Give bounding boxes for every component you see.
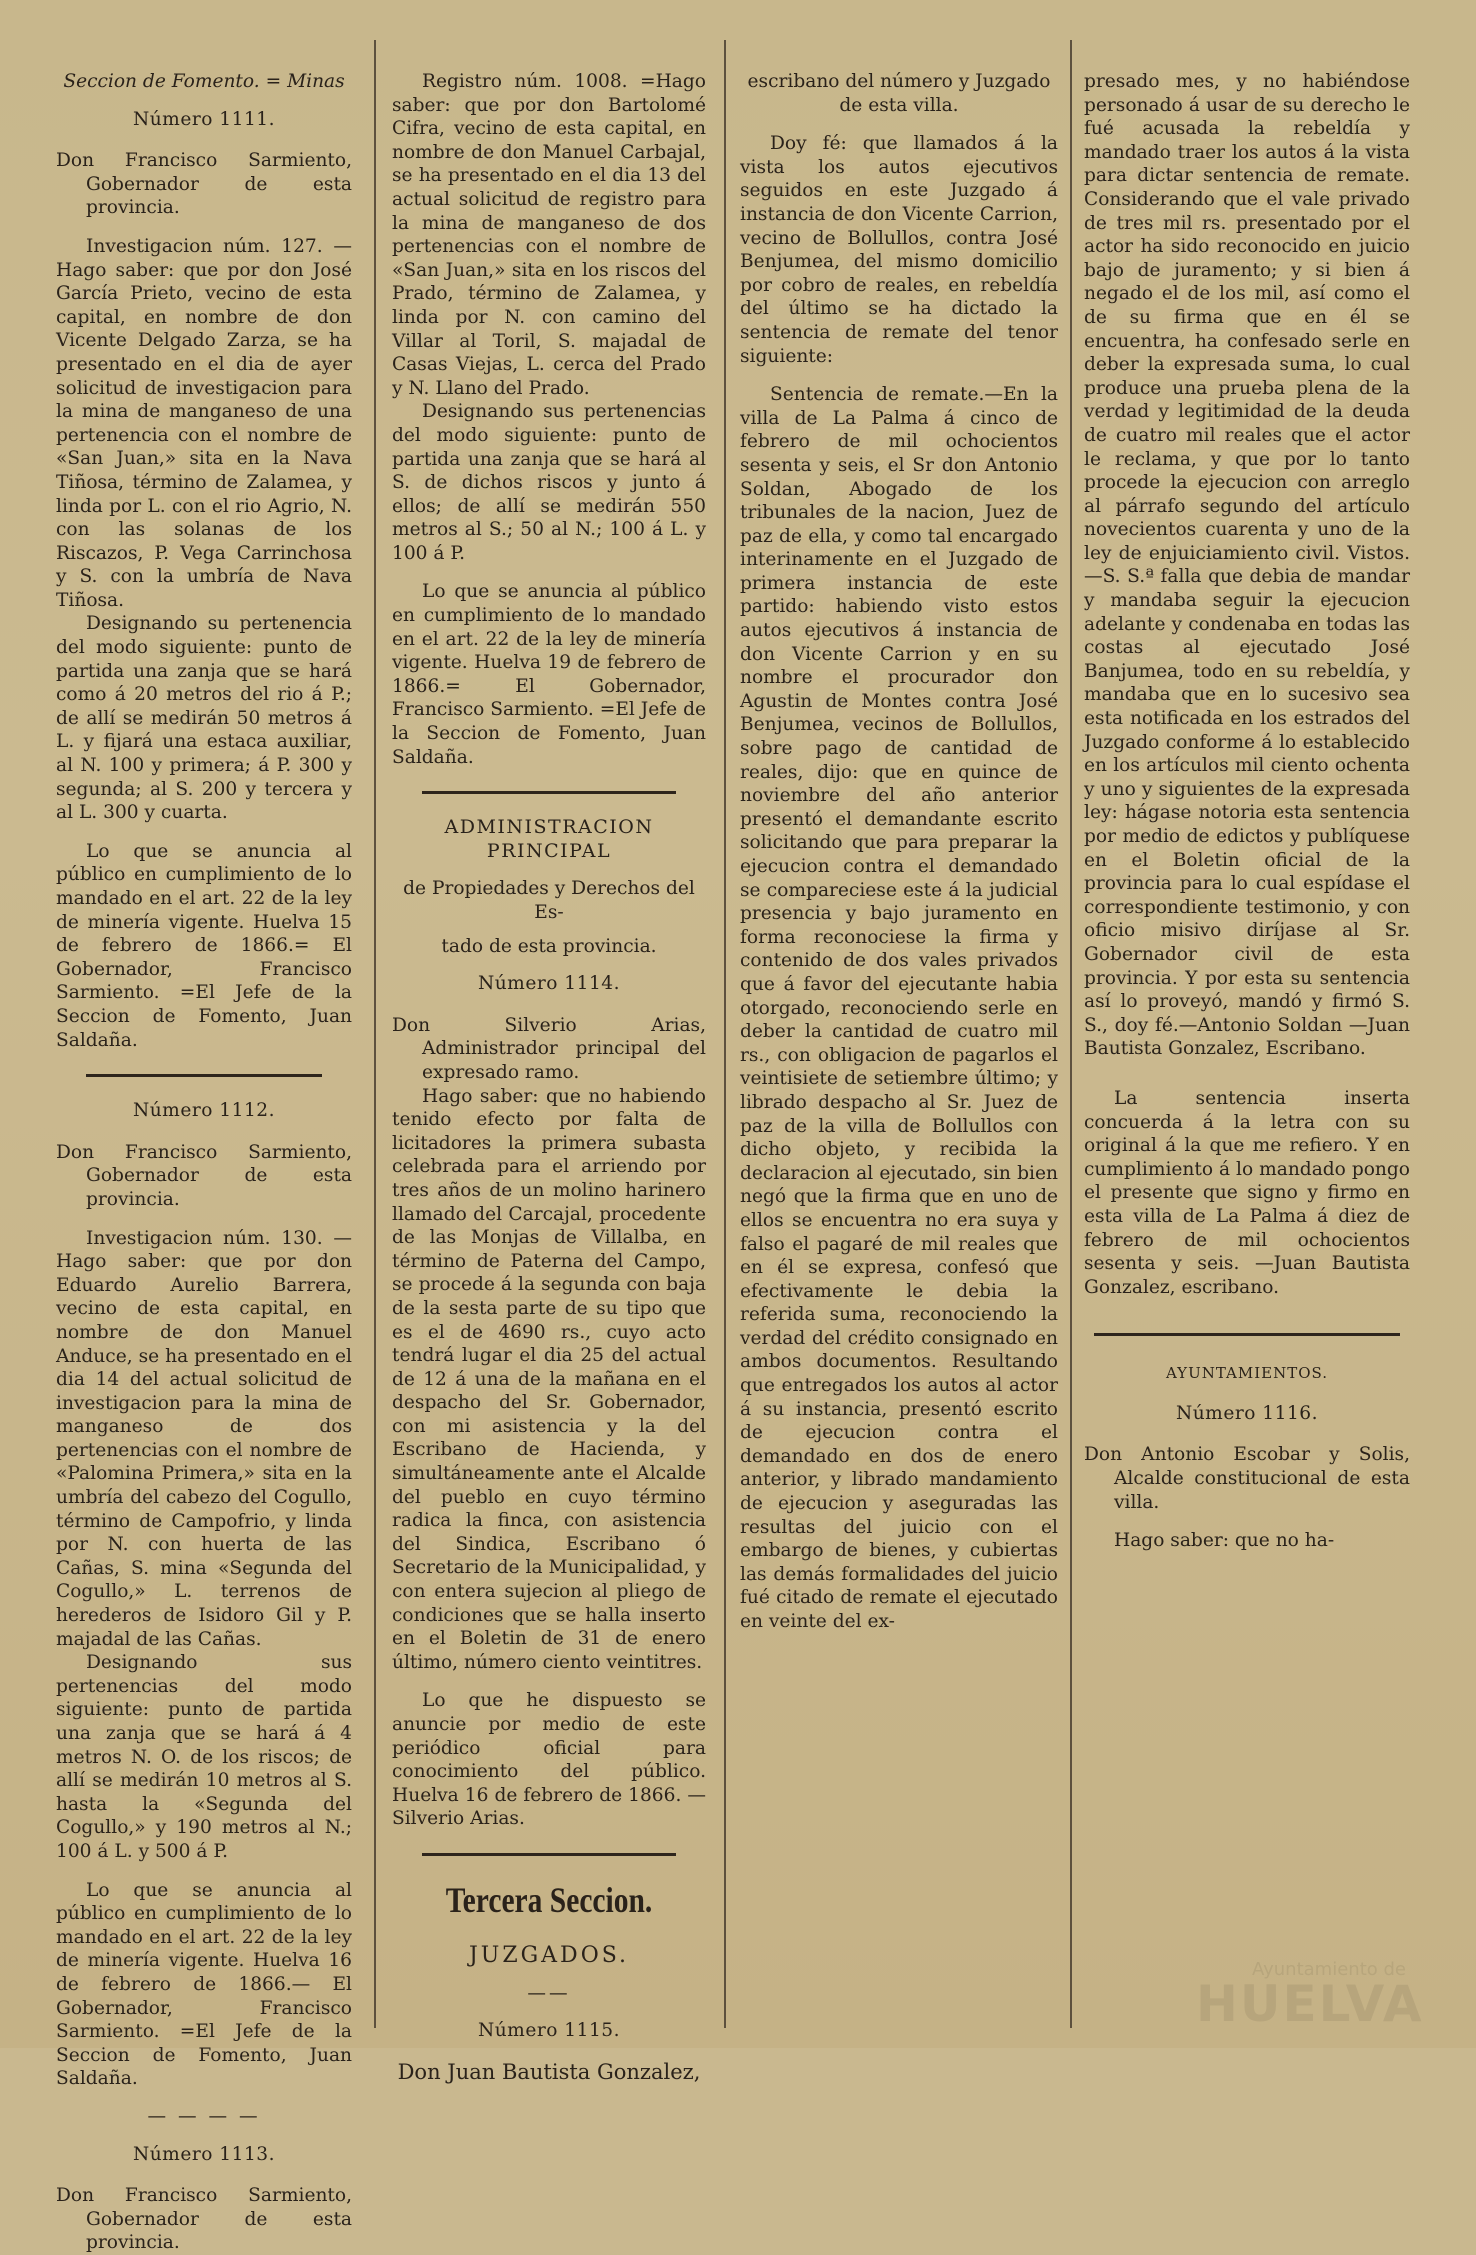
notice-header: Don Silverio Arias, Administrador principal del expresado ramo. xyxy=(392,1014,706,1083)
watermark-line: Ayuntamiento de xyxy=(1252,1959,1406,1980)
notice-paragraph: Lo que he dispuesto se anuncie por medio de este periódico oficial para conocimiento del público. Huelva 16 de febrero de 1866. —Silverio Arias. xyxy=(392,1690,706,1830)
divider xyxy=(422,791,676,794)
notice-header-cont: escribano del número y Juzgado de esta villa. xyxy=(747,71,1051,116)
notice-header: Don Antonio Escobar y Solis, Alcalde constitucional de esta villa. xyxy=(1084,1444,1410,1513)
notice-header: Don Francisco Sarmiento, Gobernador de esta provincia. xyxy=(56,150,352,219)
section-heading: Tercera Seccion. xyxy=(445,1879,653,1920)
notice-number: Número 1113. xyxy=(132,2143,276,2165)
subsection-heading: JUZGADOS. xyxy=(468,1942,630,1968)
notice-paragraph: Lo que se anuncia al público en cumplimiento de lo mandado en el art. 22 de la ley de minería vigente. Huelva 19 de febrero de 1866.= El Gobernador, Francisco Sarmiento. =El Jefe de la Seccion de Fomento, Juan Saldaña. xyxy=(392,581,706,768)
notice-paragraph: Designando sus pertenencias del modo siguiente: punto de partida una zanja que se hará al S. de dichos riscos y junto á ellos; de allí se medirán 550 metros al S.; 50 al N.; 100 á L. y 100 á P. xyxy=(392,401,706,564)
watermark-logo xyxy=(1196,1959,1424,2033)
notice-paragraph: Designando su pertenencia del modo siguiente: punto de partida una zanja que se hará como á 20 metros del rio á P.; de allí se medirán 50 metros á L. y fijará una estaca auxiliar, al N. 100 y primera; á P. 300 y segunda; al S. 200 y tercera y al L. 300 y cuarta. xyxy=(56,613,352,824)
notice-header: Don Francisco Sarmiento, Gobernador de esta provincia. xyxy=(56,1141,352,1210)
notice-number: Número 1114. xyxy=(477,973,621,995)
short-divider: — — — — xyxy=(147,2105,261,2127)
notice-paragraph: Hago saber: que no habiendo tenido efecto por falta de licitadores la primera subasta celebrada para el arriendo por tres años de un molino harinero llamado del Carcajal, procedente de las Monjas de Villalba, en término de Paterna del Campo, se procede á la segunda con baja de la sesta parte de su tipo que es el de 4690 rs., cuyo acto tendrá lugar el dia 25 del actual de 12 á una de la mañana en el despacho del Sr. Gobernador, con mi asistencia y la del Escribano de Hacienda, y simultáneamente ante el Alcalde del pueblo en cuyo término radica la finca, con asistencia del Sindica, Escribano ó Secretario de la Municipalidad, y con entera sujecion al pliego de condiciones que se halla inserto en el Boletin de 31 de enero último, número ciento veintitres. xyxy=(392,1085,706,1673)
notice-header: Don Francisco Sarmiento, Gobernador de esta provincia. xyxy=(56,2185,352,2254)
column-4 xyxy=(1084,70,1410,2018)
notice-paragraph: Lo que se anuncia al público en cumplimiento de lo mandado en el art. 22 de la ley de minería vigente. Huelva 15 de febrero de 1866.= El Gobernador, Francisco Sarmiento. =El Jefe de la Seccion de Fomento, Juan Saldaña. xyxy=(56,840,352,1051)
column-rule xyxy=(1070,40,1072,2028)
column-rule xyxy=(724,40,726,2028)
admin-subtitle: de Propiedades y Derechos del Es- xyxy=(403,878,695,923)
divider xyxy=(86,1074,322,1077)
notice-paragraph: Sentencia de remate.—En la villa de La Palma á cinco de febrero de mil ochocientos sesenta y seis, el Sr don Antonio Soldan, Abogado de los tribunales de la nacion, Juez de paz de ella, y como tal encargado interinamente en el Juzgado de primera instancia de este partido: habiendo visto estos autos ejecutivos á instancia de don Vicente Carrion y en su nombre el procurador don Agustin de Montes contra José Benjumea, vecinos de Bollullos, sobre pago de cantidad de reales, dijo: que en quince de noviembre del año anterior presentó el demandante escrito solicitando que para preparar la ejecucion contra el demandado se compareciese este á la judicial presencia y bajo juramento en forma reconociese la firma y contenido de dos vales privados que á favor del ejecutante habia otorgado, reconociendo serle en deber la cantidad de cuatro mil rs., con obligacion de pagarlos el veintisiete de setiembre último; y librado despacho al Sr. Juez de paz de la villa de Bollullos con dicho objeto, y recibida la declaracion al ejecutado, sin bien negó que la firma que en uno de ellos se encuentra no era suya y falso el pagaré de mil reales que en él se expresa, confesó que efectivamente le debia la referida suma, reconociendo la verdad del crédito consignado en ambos documentos. Resultando que entregados los autos al actor á su instancia, presentó escrito de ejecucion contra el demandado en dos de enero anterior, y librado mandamiento de ejecucion y aseguradas las resultas del juicio con el embargo de bienes, y cubiertas las demás formalidades del juicio fué citado de remate el ejecutado en veinte del ex- xyxy=(740,384,1058,1632)
column-rule xyxy=(374,40,376,2028)
notice-paragraph: Registro núm. 1008. =Hago saber: que por don Bartolomé Cifra, vecino de esta capital, en nombre de don Manuel Carbajal, se ha presentado en el dia 13 del actual solicitud de registro para la mina de manganeso de dos pertenencias con el nombre de «San Juan,» sita en los riscos del Prado, término de Zalamea, y linda por N. con camino del Villar al Toril, S. majadal de Casas Viejas, L. cerca del Prado y N. Llano del Prado. xyxy=(392,71,706,399)
notice-paragraph: Lo que se anuncia al público en cumplimiento de lo mandado en el art. 22 de la ley de minería vigente. Huelva 16 de febrero de 1866.— El Gobernador, Francisco Sarmiento. =El Jefe de la Seccion de Fomento, Juan Saldaña. xyxy=(56,1879,352,2090)
divider xyxy=(1094,1333,1400,1336)
column-2 xyxy=(392,70,706,2084)
column-3 xyxy=(740,70,1058,2018)
short-divider: —— xyxy=(527,1982,571,2004)
notice-paragraph: Hago saber: que no ha- xyxy=(1114,1530,1335,1552)
watermark-line: HUELVA xyxy=(1196,1975,1424,2033)
divider xyxy=(422,1853,676,1856)
notice-paragraph: Investigacion núm. 130. —Hago saber: que por don Eduardo Aurelio Barrera, vecino de esta capital, en nombre de don Manuel Anduce, se ha presentado en el dia 14 del actual solicitud de investigacion para la mina de manganeso de dos pertenencias con el nombre de «Palomina Primera,» sita en la umbría del cabezo del Cogullo, término de Campofrio, y linda por N. con huerta de las Cañas, S. mina «Segunda del Cogullo,» L. terrenos de herederos de Isidoro Gil y P. majadal de las Cañas. xyxy=(56,1227,352,1650)
section-title: Seccion de Fomento. = Minas xyxy=(63,71,345,92)
notice-number: Número 1115. xyxy=(477,2020,621,2042)
notice-number: Número 1111. xyxy=(132,108,276,130)
admin-title: ADMINISTRACION PRINCIPAL xyxy=(444,816,654,862)
notice-paragraph: Investigacion núm. 127. —Hago saber: que por don José García Prieto, vecino de esta capital, en nombre de don Vicente Delgado Zarza, se ha presentado en el dia de ayer solicitud de investigacion para la mina de manganeso de una pertenencia con el nombre de «San Juan,» sita en la Nava Tiñosa, término de Zalamea, y linda por L. con el rio Agrio, N. con las solanas de los Riscazos, P. Vega Carrinchosa y S. con la umbría de Nava Tiñosa. xyxy=(56,235,352,611)
notice-paragraph: presado mes, y no habiéndose personado á usar de su derecho le fué acusada la rebeldía y mandado traer los autos á la vista para dictar sentencia de remate. Considerando que el vale privado de tres mil rs. presentado por el actor ha sido reconocido en juicio bajo de juramento; y si bien á negado el de los mil, así como el de su firma que en él se encuentra, ha confesado serle en deber la expresada suma, lo cual produce una prueba plena de la verdad y legitimidad de la deuda de cuatro mil reales que el actor le reclama, y que por lo tanto procede la ejecucion con arreglo al párrafo segundo del artículo novecientos cuarenta y uno de la ley de enjuiciamiento civil. Vistos.—S. S.ª falla que debia de mandar y mandaba seguir la ejecucion adelante y condenaba en todas las costas al ejecutado José Banjumea, todo en su rebeldía, y mandaba que en lo sucesivo sea esta notificada en los estrados del Juzgado conforme á lo establecido en los artículos mil ciento ochenta y uno y siguientes de la expresada ley: hágase notoria esta sentencia por medio de edictos y publíquese en el Boletin oficial de la provincia para lo cual espídase el correspondiente testimonio, y con oficio misivo diríjase al Sr. Gobernador civil de esta provincia. Y por esta su sentencia así lo proveyó, mandó y firmó S. S., doy fé.—Antonio Soldan —Juan Bautista Gonzalez, Escribano. xyxy=(1084,71,1410,1060)
notice-header: Don Juan Bautista Gonzalez, xyxy=(397,2059,701,2084)
notice-paragraph: Doy fé: que llamados á la vista los autos ejecutivos seguidos en este Juzgado á instancia de don Vicente Carrion, vecino de Bollullos, contra José Benjumea, del mismo domicilio por cobro de reales, en rebeldía del último se ha dictado la sentencia de remate del tenor siguiente: xyxy=(740,133,1058,367)
subsection-heading: AYUNTAMIENTOS. xyxy=(1165,1364,1329,1383)
column-1 xyxy=(56,70,352,2254)
notice-number: Número 1116. xyxy=(1175,1402,1319,1424)
admin-subtitle: tado de esta provincia. xyxy=(441,935,657,957)
notice-paragraph: Designando sus pertenencias del modo siguiente: punto de partida una zanja que se hará á 4 metros N. O. de los riscos; de allí se medirán 10 metros al S. hasta la «Segunda del Cogullo,» y 190 metros al N.; 100 á L. y 500 á P. xyxy=(56,1652,352,1862)
notice-paragraph: La sentencia inserta concuerda á la letra con su original á la que me refiero. Y en cumplimiento á lo mandado pongo el presente que signo y firmo en esta villa de La Palma á diez de febrero de mil ochocientos sesenta y seis. —Juan Bautista Gonzalez, escribano. xyxy=(1084,1087,1410,1298)
notice-number: Número 1112. xyxy=(132,1100,276,1122)
